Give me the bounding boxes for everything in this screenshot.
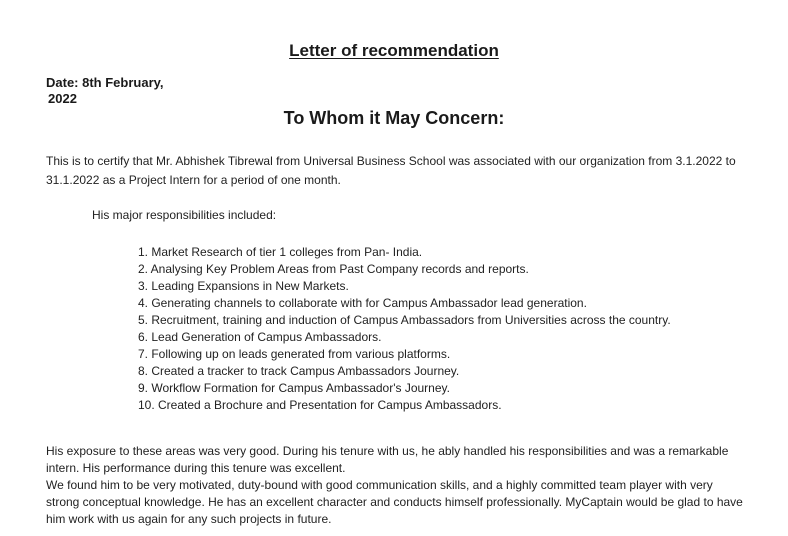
list-item: 7. Following up on leads generated from various platforms. [138,347,451,361]
intro-paragraph: This is to certify that Mr. Abhishek Tibrewal from Universal Business School was associated with our organization from 3.1.2022 to 31.1.2022 as a Project Intern for a period of one month. [46,154,736,187]
list-item: 5. Recruitment, training and induction of Campus Ambassadors from Universities across the country. [138,313,671,327]
responsibilities-list [138,244,671,414]
letter-title: Letter of recommendation [289,41,499,60]
salutation: To Whom it May Concern: [283,108,505,128]
list-item: 8. Created a tracker to track Campus Ambassadors Journey. [138,364,460,378]
list-item: 6. Lead Generation of Campus Ambassadors. [138,330,382,344]
letter-date [46,75,164,107]
list-item: 9. Workflow Formation for Campus Ambassador's Journey. [138,381,450,395]
date-line-1: Date: 8th February, [46,75,164,90]
list-item: 2. Analysing Key Problem Areas from Past Company records and reports. [138,262,529,276]
list-item: 4. Generating channels to collaborate with for Campus Ambassador lead generation. [138,296,587,310]
responsibilities-heading: His major responsibilities included: [92,208,277,222]
list-item: 3. Leading Expansions in New Markets. [138,279,349,293]
list-item: 1. Market Research of tier 1 colleges from Pan- India. [138,245,423,259]
date-line-2: 2022 [48,91,77,106]
list-item: 10. Created a Brochure and Presentation for Campus Ambassadors. [138,398,502,412]
closing-paragraph: We found him to be very motivated, duty-bound with good communication skills, and a highly committed team player with very strong conceptual knowledge. He has an excellent character and conducts himself professionally. MyCaptain would be glad to have him work with us again for any such projects in future. [46,478,743,526]
exposure-paragraph: His exposure to these areas was very good. During his tenure with us, he ably handled his responsibilities and was a remarkable intern. His performance during this tenure was excellent. [46,444,729,475]
